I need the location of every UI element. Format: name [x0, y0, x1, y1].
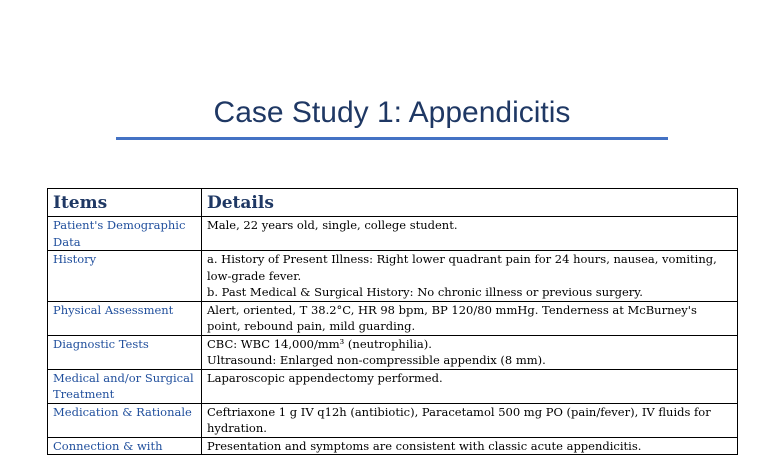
case-study-table [47, 188, 738, 455]
detail-cell [202, 369, 738, 403]
table-row [48, 437, 738, 455]
detail-cell [202, 301, 738, 335]
detail-line: Ultrasound: Enlarged non-compressible appendix (8 mm). [207, 353, 546, 367]
item-cell: History [48, 251, 202, 302]
detail-line: Laparoscopic appendectomy performed. [207, 370, 443, 385]
page-title: Case Study 1: Appendicitis [213, 96, 571, 129]
detail-line: CBC: WBC 14,000/mm³ (neutrophilia). [207, 336, 432, 351]
detail-cell [202, 335, 738, 369]
detail-line: b. Past Medical & Surgical History: No chronic illness or previous surgery. [207, 285, 643, 299]
table-row [48, 251, 738, 302]
detail-line: Male, 22 years old, single, college student. [207, 218, 458, 232]
items-header: Items [48, 189, 202, 217]
table-row [48, 301, 738, 335]
item-cell: Patient's Demographic Data [48, 217, 202, 251]
table-header-row [48, 189, 738, 217]
detail-cell [202, 251, 738, 302]
detail-line: Alert, oriented, T 38.2°C, HR 98 bpm, BP 120/80 mmHg. Tenderness at McBurney's point, rebound pain, mild guarding. [207, 302, 697, 333]
item-cell: Diagnostic Tests [48, 335, 202, 369]
item-cell: Medication & Rationale [48, 403, 202, 437]
detail-line: a. History of Present Illness: Right lower quadrant pain for 24 hours, nausea, vomiting, low-grade fever. [207, 252, 717, 283]
item-cell: Connection & with [48, 437, 202, 455]
table-body [48, 217, 738, 455]
details-header: Details [202, 189, 738, 217]
detail-line: Presentation and symptoms are consistent with classic acute appendicitis. [207, 438, 642, 453]
table-row [48, 217, 738, 251]
table-row [48, 335, 738, 369]
detail-cell [202, 403, 738, 437]
detail-line: Ceftriaxone 1 g IV q12h (antibiotic), Paracetamol 500 mg PO (pain/fever), IV fluids for hydration. [207, 404, 711, 435]
item-cell: Physical Assessment [48, 301, 202, 335]
item-cell: Medical and/or Surgical Treatment [48, 369, 202, 403]
table-row [48, 403, 738, 437]
detail-cell [202, 217, 738, 251]
title-underline [116, 137, 668, 140]
table-row [48, 369, 738, 403]
detail-cell [202, 437, 738, 455]
